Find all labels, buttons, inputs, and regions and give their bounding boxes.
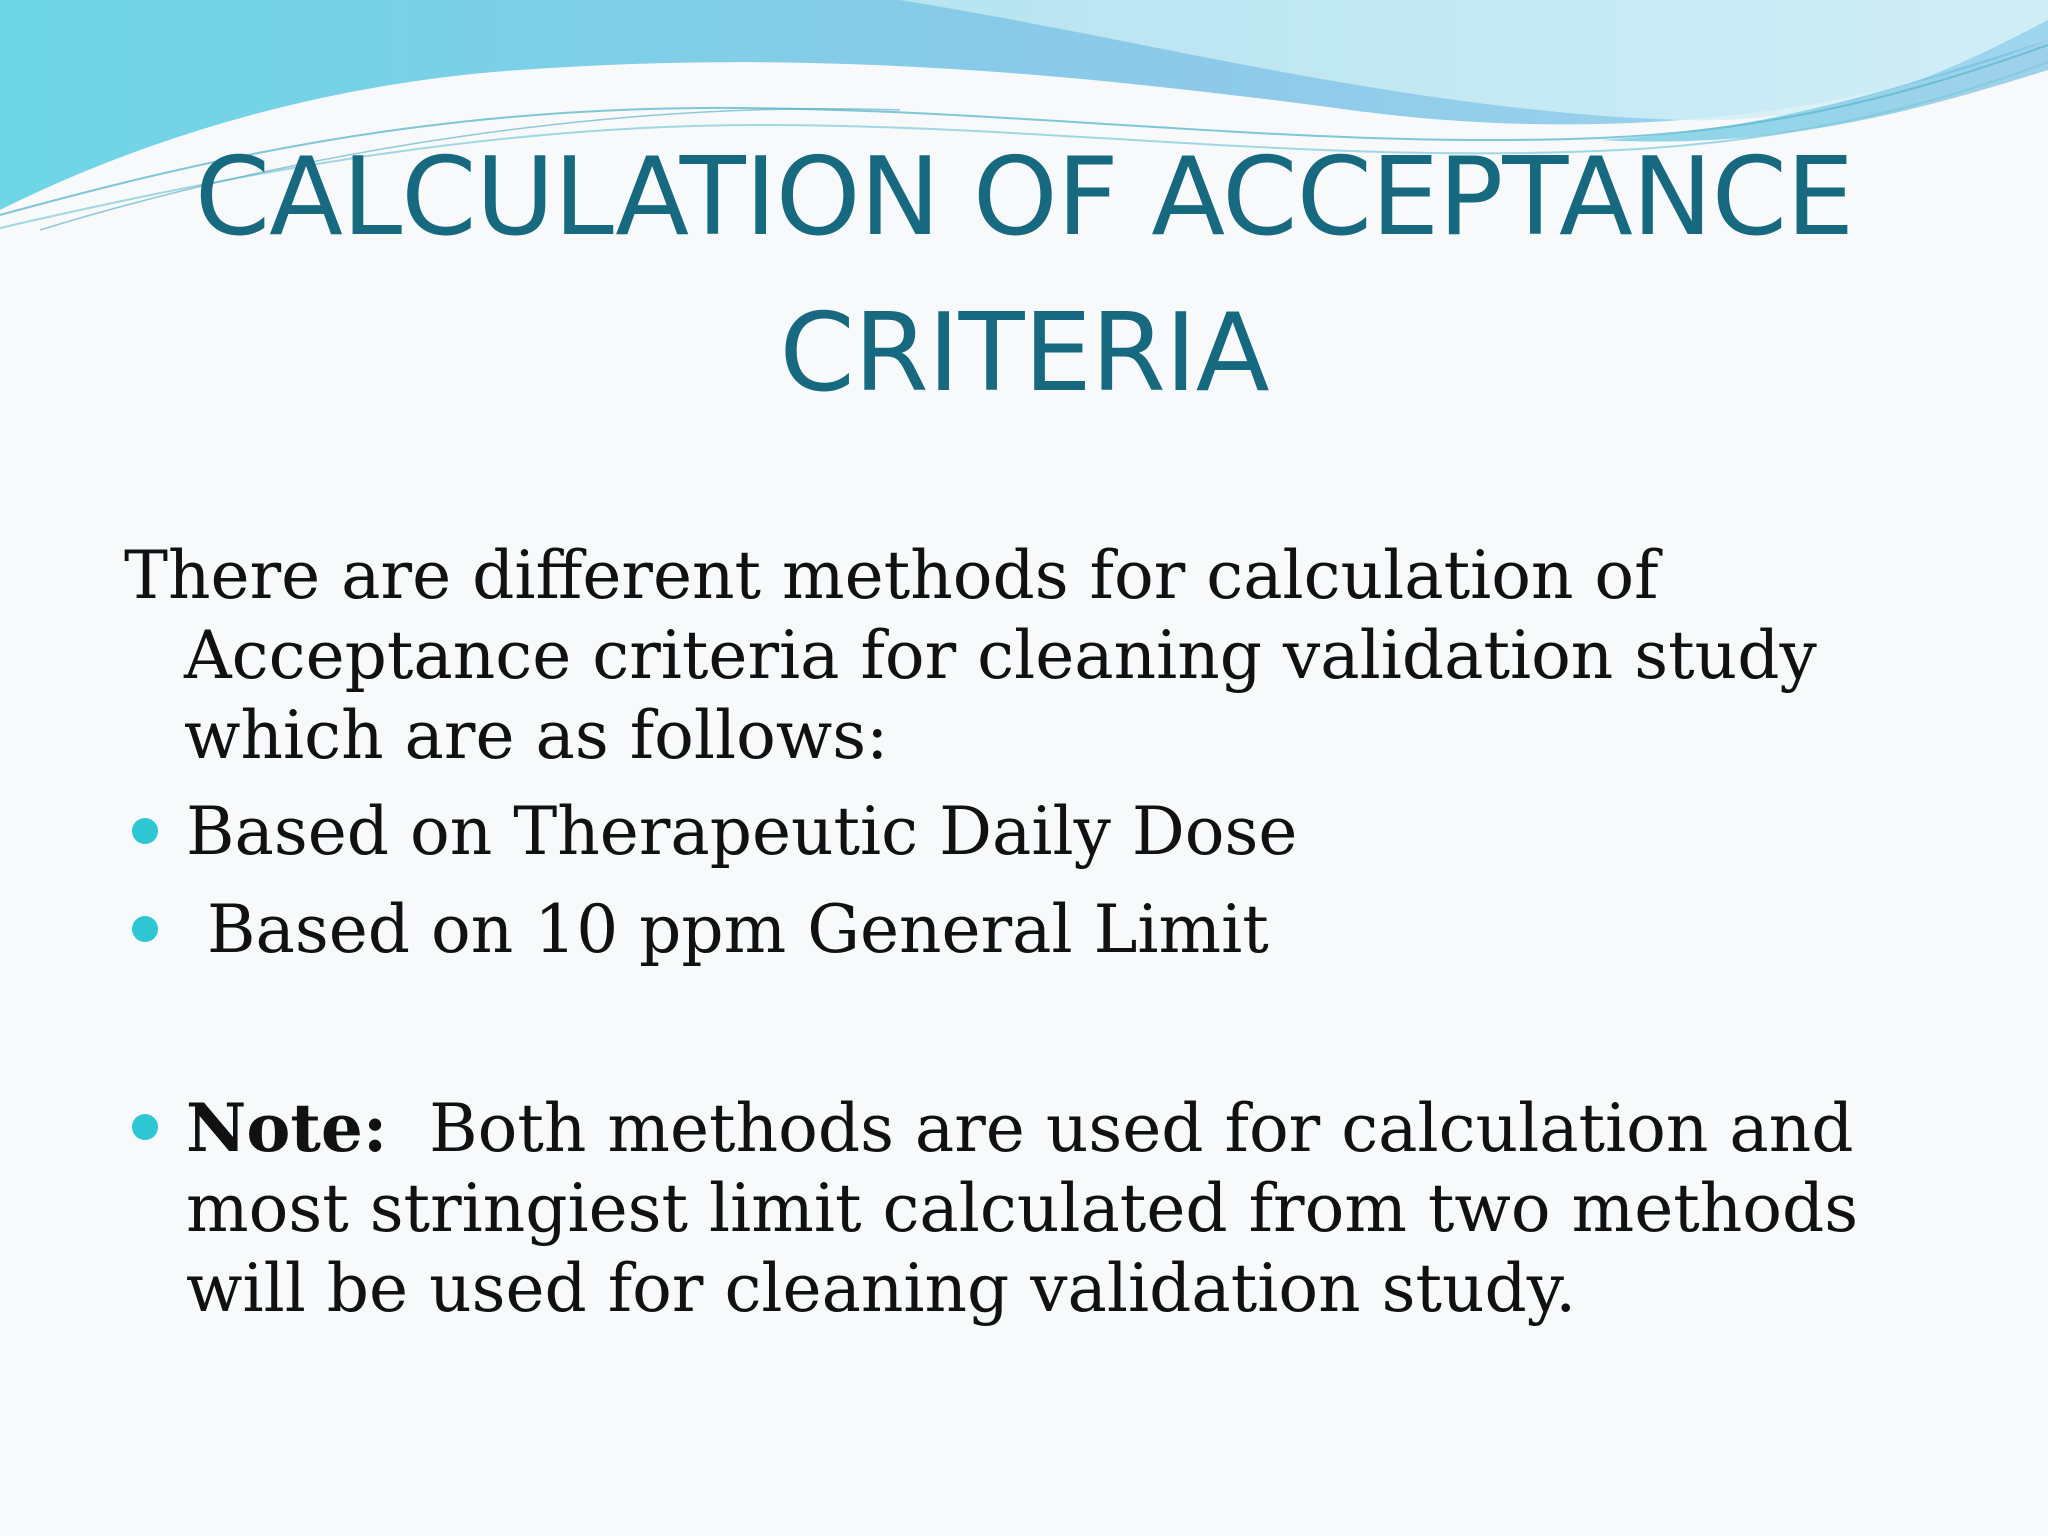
bullet-icon bbox=[132, 916, 158, 942]
intro-paragraph: There are different methods for calculation of Acceptance criteria for cleaning validation study which are as follows: bbox=[124, 537, 1817, 774]
slide-title bbox=[0, 120, 2048, 432]
bullet-text: Based on Therapeutic Daily Dose bbox=[186, 793, 1298, 870]
note-label: Note: bbox=[186, 1089, 388, 1167]
bullet-icon bbox=[132, 818, 158, 844]
bullet-icon bbox=[132, 1114, 158, 1140]
list-item bbox=[124, 792, 1964, 872]
note-item bbox=[124, 1088, 1964, 1329]
list-item bbox=[124, 890, 1964, 970]
slide-title-line-2: CRITERIA bbox=[779, 291, 1269, 416]
note-text: Both methods are used for calculation and most stringiest limit calculated from two methods will be used for cleaning validation study. bbox=[186, 1090, 1880, 1327]
bullet-text: Based on 10 ppm General Limit bbox=[186, 891, 1269, 968]
slide-title-line-1: CALCULATION OF ACCEPTANCE bbox=[194, 135, 1854, 260]
method-list bbox=[124, 792, 1964, 1329]
slide-body bbox=[124, 536, 1964, 1329]
